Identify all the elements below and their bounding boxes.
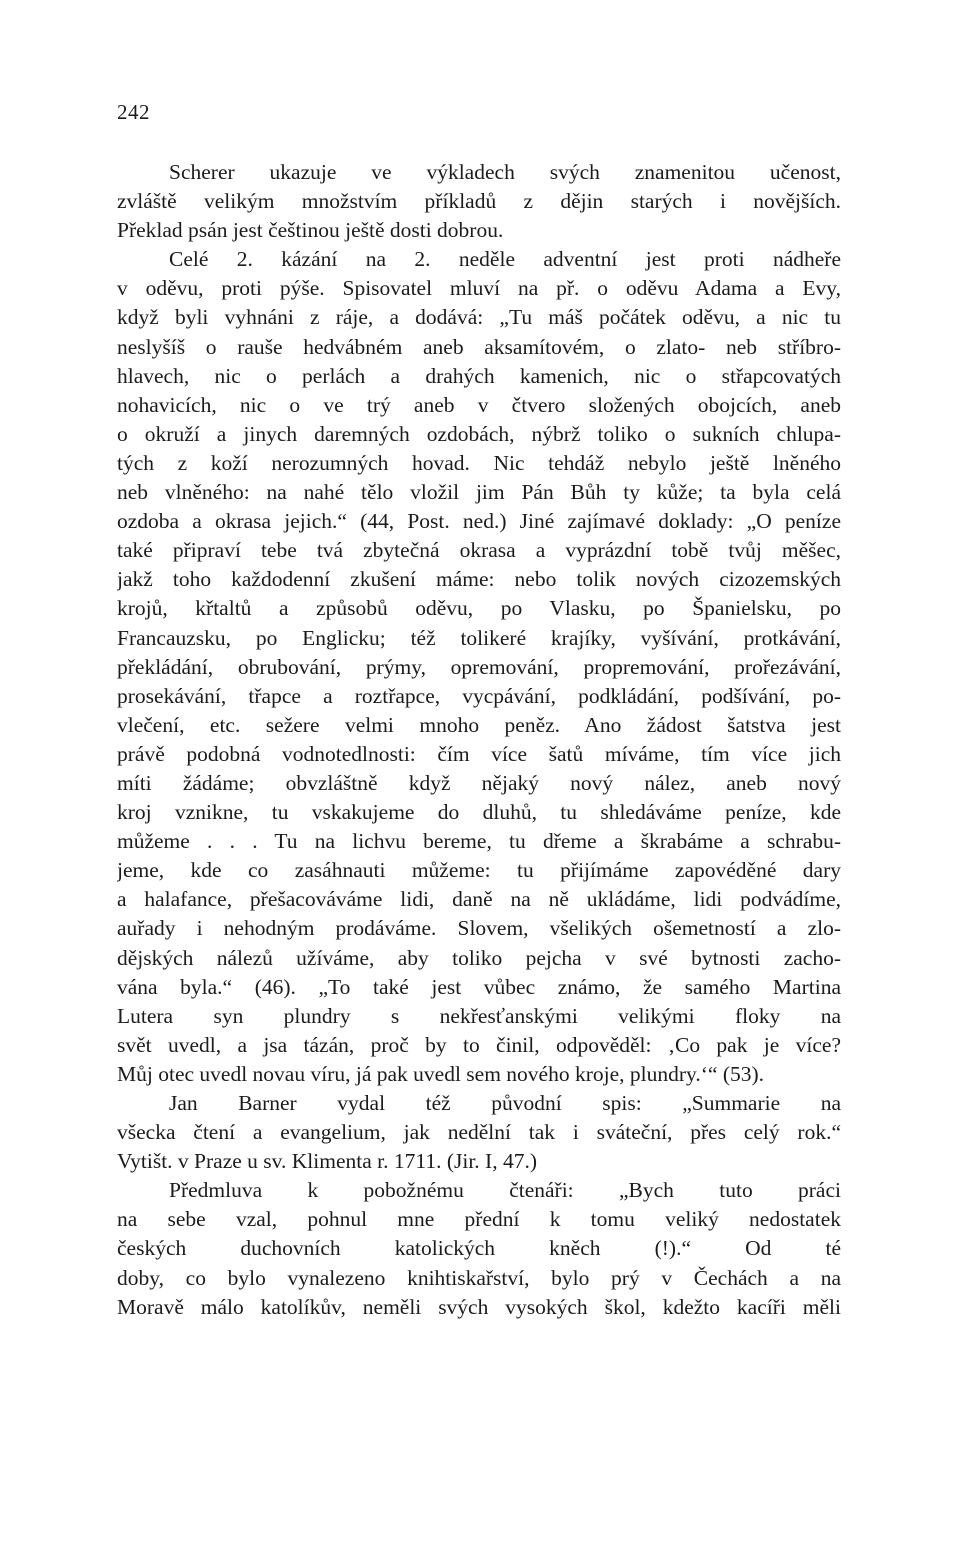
text-line: ozdoba a okrasa jejich.“ (44, Post. ned.) Jiné zajímavé doklady: „O peníze bbox=[117, 509, 841, 534]
text-line: Jan Barner vydal též původní spis: „Summarie na bbox=[169, 1091, 841, 1115]
text-line: auřady i nehodným prodáváme. Slovem, všelikých ošemetností a zlo- bbox=[117, 916, 841, 941]
text-line: Vytišt. v Praze u sv. Klimenta r. 1711. (Jir. I, 47.) bbox=[117, 1149, 537, 1174]
text-line: právě podobná vodnotedlnosti: čím více šatů míváme, tím více jich bbox=[117, 741, 841, 766]
text-line: Celé 2. kázání na 2. neděle adventní jest proti nádheře bbox=[169, 247, 841, 272]
text-line: vána byla.“ (46). „To také jest vůbec známo, že samého Martina bbox=[117, 974, 841, 999]
text-line: můžeme . . . Tu na lichvu bereme, tu dřeme a škrabáme a schrabu- bbox=[117, 829, 841, 854]
text-line: na sebe vzal, pohnul mne přední k tomu veliký nedostatek bbox=[117, 1207, 841, 1232]
text-line: v oděvu, proti pýše. Spisovatel mluví na př. o oděvu Adama a Evy, bbox=[117, 276, 841, 301]
text-line: všecka čtení a evangelium, jak nedělní tak i sváteční, přes celý rok.“ bbox=[117, 1120, 841, 1145]
text-line: neslyšíš o rauše hedvábném aneb aksamítovém, o zlato- neb stříbro- bbox=[117, 334, 841, 359]
text-line: prosekávání, třapce a roztřapce, vycpávání, podkládání, podšívání, po- bbox=[117, 683, 841, 708]
text-line: o okruží a jinych daremných ozdobách, nýbrž toliko o sukních chlupa- bbox=[117, 421, 841, 446]
body-text bbox=[117, 158, 841, 1322]
text-line: Lutera syn plundry s nekřesťanskými velikými floky na bbox=[117, 1003, 841, 1028]
text-line: svět uvedl, a jsa tázán, proč by to činil, odpověděl: ‚Co pak je více? bbox=[117, 1032, 841, 1057]
text-line: Můj otec uvedl novau víru, já pak uvedl sem nového kroje, plundry.‘“ (53). bbox=[117, 1061, 765, 1086]
text-line: nohavicích, nic o ve trý aneb v čtvero složených obojcích, aneb bbox=[117, 392, 841, 417]
text-line: hlavech, nic o perlách a drahých kamenich, nic o střapcovatých bbox=[117, 363, 841, 388]
text-line: také připraví tebe tvá zbytečná okrasa a vyprázdní tobě tvůj měšec, bbox=[117, 538, 841, 563]
text-line: neb vlněného: na nahé tělo vložil jim Pán Bůh ty kůže; ta byla celá bbox=[117, 480, 841, 505]
text-line: českých duchovních katolických kněch (!).“ Od té bbox=[117, 1236, 841, 1261]
text-line: jeme, kde co zasáhnauti můžeme: tu přijímáme zapovéděné dary bbox=[117, 858, 841, 883]
text-line: Předmluva k pobožnému čtenáři: „Bych tuto práci bbox=[169, 1178, 841, 1203]
text-line: a halafance, přešacováváme lidi, daně na ně ukládáme, lidi podvádíme, bbox=[117, 887, 841, 912]
text-line: Scherer ukazuje ve výkladech svých znamenitou učenost, bbox=[169, 160, 841, 184]
text-line: jakž toho každodenní zkušení máme: nebo tolik nových cizozemských bbox=[117, 567, 841, 592]
text-line: Moravě málo katolíkův, neměli svých vysokých škol, kdežto kacíři měli bbox=[117, 1294, 841, 1319]
text-line: překládání, obrubování, prýmy, opremování, propremování, prořezávání, bbox=[117, 654, 841, 679]
text-line: Překlad psán jest češtinou ještě dosti dobrou. bbox=[117, 218, 504, 243]
text-line: doby, co bylo vynalezeno knihtiskařství, bylo prý v Čechách a na bbox=[117, 1265, 841, 1290]
page-number: 242 bbox=[117, 100, 150, 124]
text-line: tých z koží nerozumných hovad. Nic tehdáž nebylo ještě lněného bbox=[117, 450, 841, 475]
text-line: Francauzsku, po Englicku; též tolikeré krajíky, vyšívání, protkávání, bbox=[117, 625, 841, 650]
text-line: když byli vyhnáni z ráje, a dodává: „Tu máš počátek oděvu, a nic tu bbox=[117, 305, 841, 330]
text-line: vlečení, etc. sežere velmi mnoho peněz. Ano žádost šatstva jest bbox=[117, 712, 841, 737]
text-line: dějských nálezů užíváme, aby toliko pejcha v své bytnosti zacho- bbox=[117, 945, 841, 970]
text-line: zvláště velikým množstvím příkladů z dějin starých i novějších. bbox=[117, 189, 841, 214]
text-line: krojů, křtaltů a způsobů oděvu, po Vlasku, po Španielsku, po bbox=[117, 596, 841, 621]
text-line: kroj vznikne, tu vskakujeme do dluhů, tu shledáváme peníze, kde bbox=[117, 800, 841, 825]
text-line: míti žádáme; obvzláštně když nějaký nový nález, aneb nový bbox=[117, 770, 841, 795]
